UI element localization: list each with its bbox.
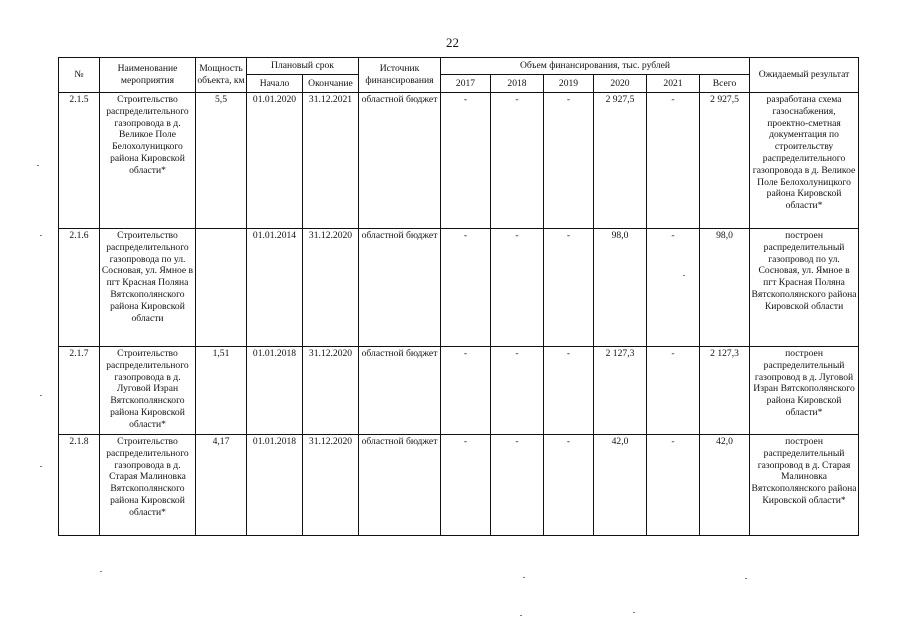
row-value-total: 42,0 [700, 435, 750, 536]
row-value-2017: - [441, 347, 491, 435]
row-value-2020: 2 127,3 [594, 347, 647, 435]
row-name: Строительство распределительного газопровода в д. Великое Поле Белохолуницкого района Кировской области* [100, 93, 196, 229]
header-funding: Объем финансирования, тыс. рублей [441, 58, 750, 75]
header-year-2021: 2021 [647, 75, 700, 93]
funding-table [58, 57, 859, 536]
row-end: 31.12.2020 [303, 229, 359, 347]
row-capacity: 1,51 [196, 347, 247, 435]
header-source: Источник финансирования [359, 58, 441, 93]
row-name: Строительство распределительного газопровода в д. Старая Малиновка Вятскополянского района Кировской области* [100, 435, 196, 536]
row-start: 01.01.2014 [247, 229, 303, 347]
row-capacity: 5,5 [196, 93, 247, 229]
header-year-2020: 2020 [594, 75, 647, 93]
scan-speck [683, 275, 685, 276]
row-value-total: 2 127,3 [700, 347, 750, 435]
header-year-2017: 2017 [441, 75, 491, 93]
row-value-total: 2 927,5 [700, 93, 750, 229]
header-row-top [59, 58, 859, 75]
row-start: 01.01.2018 [247, 435, 303, 536]
header-year-2018: 2018 [491, 75, 544, 93]
row-source: областной бюджет [359, 229, 441, 347]
row-value-2021: - [647, 229, 700, 347]
row-value-2018: - [491, 229, 544, 347]
row-source: областной бюджет [359, 93, 441, 229]
row-name: Строительство распределительного газопровода по ул. Сосновая, ул. Ямное в пгт Красная Поляна Вятскополянского района Кировской области [100, 229, 196, 347]
row-result: разработана схема газоснабжения, проектно-сметная документация по строительству распределительного газопровода в д. Великое Поле Белохолуницкого района Кировской области* [750, 93, 859, 229]
row-end: 31.12.2020 [303, 347, 359, 435]
scan-speck [40, 395, 42, 396]
row-num: 2.1.6 [59, 229, 100, 347]
row-value-2018: - [491, 93, 544, 229]
row-value-2021: - [647, 347, 700, 435]
header-year-2019: 2019 [544, 75, 594, 93]
row-value-2021: - [647, 435, 700, 536]
row-value-2020: 98,0 [594, 229, 647, 347]
row-start: 01.01.2018 [247, 347, 303, 435]
row-result: построен распределительный газопровод в д. Луговой Изран Вятскополянского района Кировской области* [750, 347, 859, 435]
row-value-2021: - [647, 93, 700, 229]
scan-speck [100, 571, 102, 572]
row-end: 31.12.2020 [303, 435, 359, 536]
table-row [59, 435, 859, 536]
row-value-2019: - [544, 347, 594, 435]
header-num: № [59, 58, 100, 93]
header-capacity: Мощность объекта, км [196, 58, 247, 93]
row-capacity: 4,17 [196, 435, 247, 536]
table-row [59, 93, 859, 229]
row-capacity [196, 229, 247, 347]
scan-speck [520, 615, 522, 616]
row-value-2017: - [441, 93, 491, 229]
row-value-2019: - [544, 93, 594, 229]
row-value-2018: - [491, 435, 544, 536]
row-value-2018: - [491, 347, 544, 435]
header-end: Окончание [303, 75, 359, 93]
row-value-total: 98,0 [700, 229, 750, 347]
row-result: построен распределительный газопровод по ул. Сосновая, ул. Ямное в пгт Красная Поляна Вятскополянского района Кировской области [750, 229, 859, 347]
table-row [59, 347, 859, 435]
scan-speck [745, 578, 747, 579]
scan-speck [37, 165, 39, 166]
scan-speck [40, 235, 42, 236]
row-num: 2.1.5 [59, 93, 100, 229]
header-result: Ожидаемый результат [750, 58, 859, 93]
page-number: 22 [446, 35, 459, 50]
header-start: Начало [247, 75, 303, 93]
row-num: 2.1.8 [59, 435, 100, 536]
row-source: областной бюджет [359, 347, 441, 435]
scan-speck [523, 577, 525, 578]
header-total: Всего [700, 75, 750, 93]
scan-speck [40, 466, 42, 467]
row-value-2017: - [441, 229, 491, 347]
row-value-2020: 2 927,5 [594, 93, 647, 229]
row-result: построен распределительный газопровод в д. Старая Малиновка Вятскополянского района Кировской области* [750, 435, 859, 536]
row-value-2019: - [544, 435, 594, 536]
row-value-2019: - [544, 229, 594, 347]
header-plan-term: Плановый срок [247, 58, 359, 75]
table-row [59, 229, 859, 347]
row-value-2017: - [441, 435, 491, 536]
row-value-2020: 42,0 [594, 435, 647, 536]
row-source: областной бюджет [359, 435, 441, 536]
scan-speck [633, 612, 635, 613]
row-name: Строительство распределительного газопровода в д. Луговой Изран Вятскополянского района Кировской области* [100, 347, 196, 435]
row-num: 2.1.7 [59, 347, 100, 435]
row-end: 31.12.2021 [303, 93, 359, 229]
row-start: 01.01.2020 [247, 93, 303, 229]
header-name: Наименование мероприятия [100, 58, 196, 93]
